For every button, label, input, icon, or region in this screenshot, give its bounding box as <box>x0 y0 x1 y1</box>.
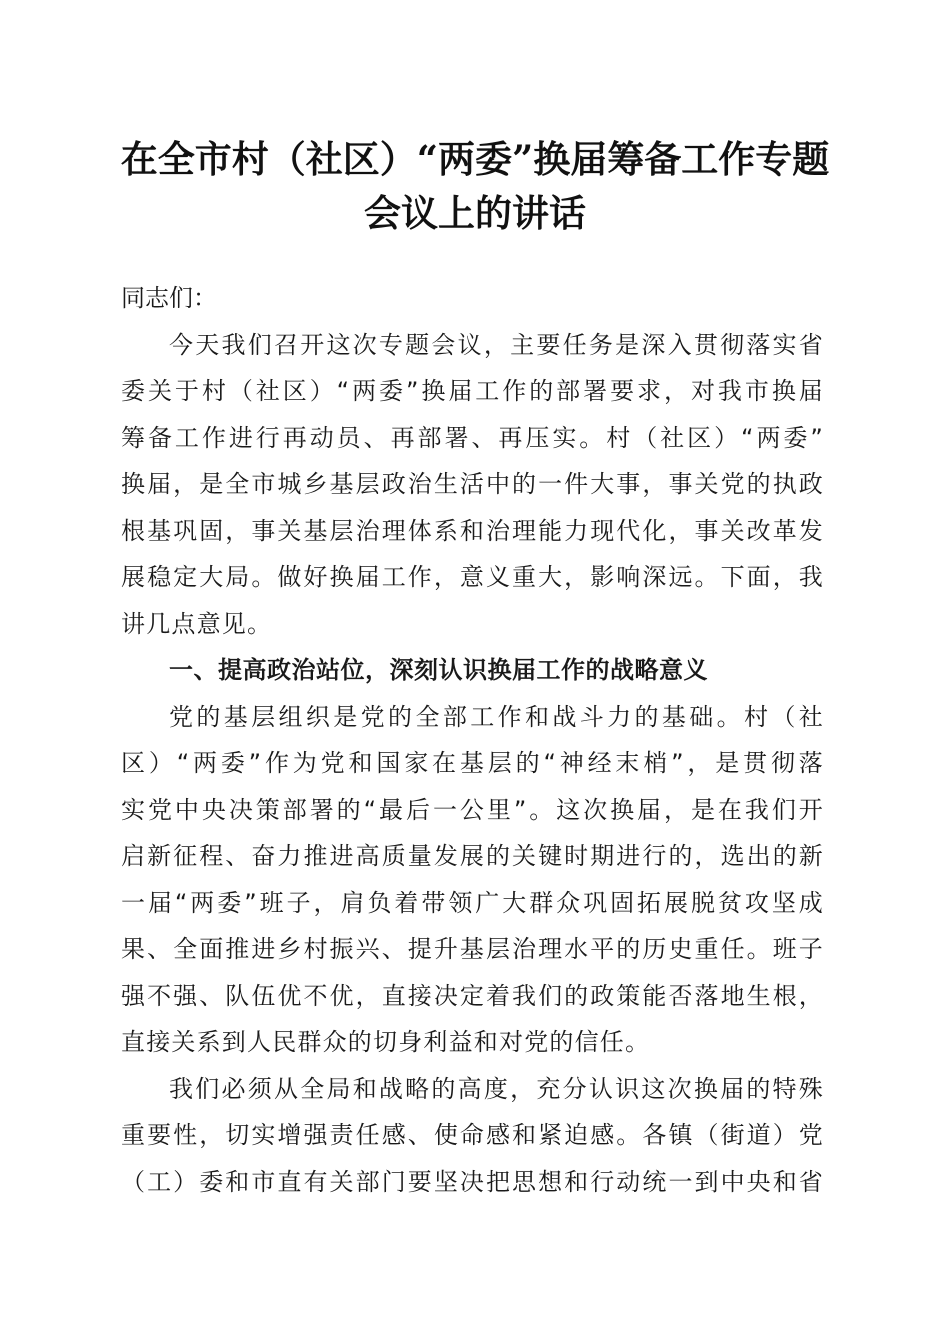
paragraph-line: 根基巩固，事关基层治理体系和治理能力现代化，事关改革发 <box>121 516 824 545</box>
greeting: 同志们： <box>121 284 217 312</box>
section-heading-1: 一、提高政治站位，深刻认识换届工作的战略意义 <box>169 656 708 684</box>
paragraph-line: 区）“两委”作为党和国家在基层的“神经末梢”，是贯彻落 <box>121 749 824 777</box>
paragraph-line: 委关于村（社区）“两委”换届工作的部署要求，对我市换届 <box>121 377 824 405</box>
paragraph-intro <box>121 322 824 648</box>
paragraph-line: 实党中央决策部署的“最后一公里”。这次换届，是在我们开 <box>121 795 824 824</box>
paragraph-line: 换届，是全市城乡基层政治生活中的一件大事，事关党的执政 <box>121 470 824 498</box>
title-line-1: 在全市村（社区）“两委”换届筹备工作专题 <box>120 137 830 181</box>
paragraph-line: 筹备工作进行再动员、再部署、再压实。村（社区）“两委” <box>121 423 824 452</box>
paragraph-section1-a <box>121 694 824 1066</box>
paragraph-line: 我们必须从全局和战略的高度，充分认识这次换届的特殊 <box>169 1074 824 1103</box>
paragraph-line: 强不强、队伍优不优，直接决定着我们的政策能否落地生根， <box>121 981 824 1010</box>
document-title <box>100 132 850 240</box>
paragraph-line: 党的基层组织是党的全部工作和战斗力的基础。村（社 <box>169 702 824 731</box>
paragraph-line: 一届“两委”班子，肩负着带领广大群众巩固拓展脱贫攻坚成 <box>121 888 824 917</box>
paragraph-line: 果、全面推进乡村振兴、提升基层治理水平的历史重任。班子 <box>121 935 824 963</box>
paragraph-line: 讲几点意见。 <box>121 609 273 638</box>
paragraph-section1-b <box>121 1066 824 1206</box>
paragraph-line: 直接关系到人民群众的切身利益和对党的信任。 <box>121 1028 651 1056</box>
paragraph-line: 启新征程、奋力推进高质量发展的关键时期进行的，选出的新 <box>121 842 824 870</box>
title-line-2: 会议上的讲话 <box>364 191 586 235</box>
paragraph-line: 重要性，切实增强责任感、使命感和紧迫感。各镇（街道）党 <box>121 1121 824 1149</box>
paragraph-line: （工）委和市直有关部门要坚决把思想和行动统一到中央和省 <box>121 1167 824 1196</box>
paragraph-line: 今天我们召开这次专题会议，主要任务是深入贯彻落实省 <box>169 330 824 359</box>
document-body <box>121 275 824 1205</box>
paragraph-line: 展稳定大局。做好换届工作，意义重大，影响深远。下面，我 <box>121 563 824 591</box>
